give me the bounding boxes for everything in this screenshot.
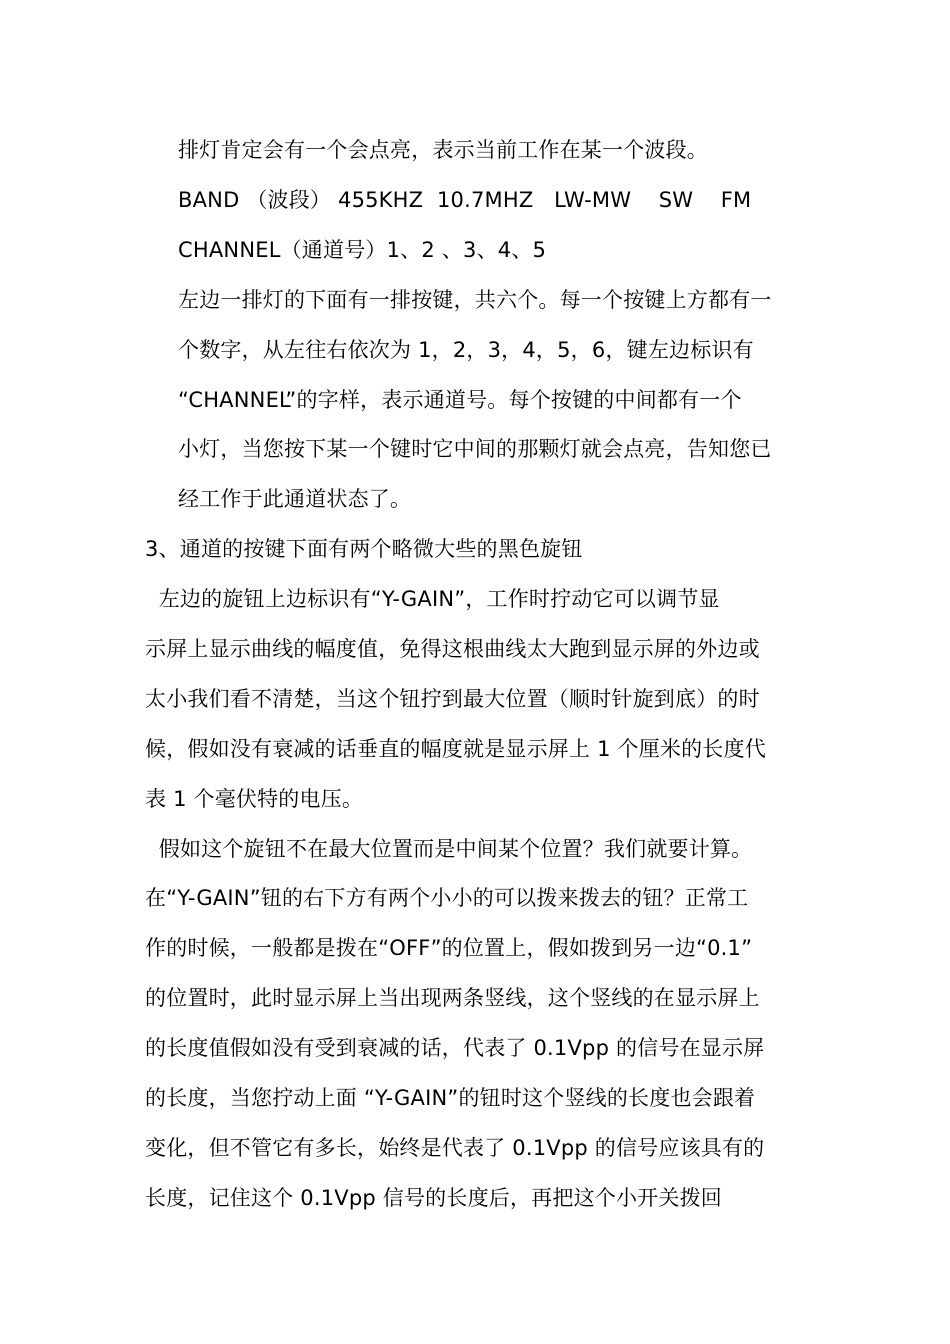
section-heading: 3、通道的按键下面有两个略微大些的黑色旋钮 [145, 537, 583, 561]
text-line: 左边一排灯的下面有一排按键，共六个。每一个按键上方都有一 [178, 288, 772, 312]
text-line: 变化，但不管它有多长，始终是代表了 0.1Vpp 的信号应该具有的 [145, 1136, 765, 1160]
text-line: 排灯肯定会有一个会点亮，表示当前工作在某一个波段。 [178, 138, 708, 162]
text-line: “CHANNEL”的字样，表示通道号。每个按键的中间都有一个 [178, 388, 742, 412]
text-line: 个数字，从左往右依次为 1，2，3，4，5，6，键左边标识有 [178, 338, 754, 362]
text-line: 小灯，当您按下某一个键时它中间的那颗灯就会点亮，告知您已 [178, 437, 772, 461]
text-line: 候，假如没有衰减的话垂直的幅度就是显示屏上 1 个厘米的长度代 [145, 737, 766, 761]
text-line: 作的时候，一般都是拨在“OFF”的位置上，假如拨到另一边“0.1” [145, 936, 753, 960]
text-line: 假如这个旋钮不在最大位置而是中间某个位置？我们就要计算。 [145, 837, 753, 861]
text-line: 的长度，当您拧动上面 “Y-GAIN”的钮时这个竖线的长度也会跟着 [145, 1086, 756, 1110]
text-line: 长度，记住这个 0.1Vpp 信号的长度后，再把这个小开关拨回 [145, 1186, 722, 1210]
text-line: 太小我们看不清楚，当这个钮拧到最大位置（顺时针旋到底）的时 [145, 687, 760, 711]
text-line: 的位置时，此时显示屏上当出现两条竖线，这个竖线的在显示屏上 [145, 986, 760, 1010]
text-line: BAND （波段） 455KHZ 10.7MHZ LW-MW SW FM [178, 188, 752, 212]
text-line: 在“Y-GAIN”钮的右下方有两个小小的可以拨来拨去的钮？正常工 [145, 886, 749, 910]
text-line: 示屏上显示曲线的幅度值，免得这根曲线太大跑到显示屏的外边或 [145, 637, 760, 661]
text-line: 的长度值假如没有受到衰减的话，代表了 0.1Vpp 的信号在显示屏 [145, 1036, 765, 1060]
text-line: 左边的旋钮上边标识有“Y-GAIN”，工作时拧动它可以调节显 [145, 587, 720, 611]
text-line: CHANNEL（通道号）1、2 、3、4、5 [178, 238, 547, 262]
text-line: 经工作于此通道状态了。 [178, 487, 412, 511]
text-line: 表 1 个毫伏特的电压。 [145, 787, 364, 811]
